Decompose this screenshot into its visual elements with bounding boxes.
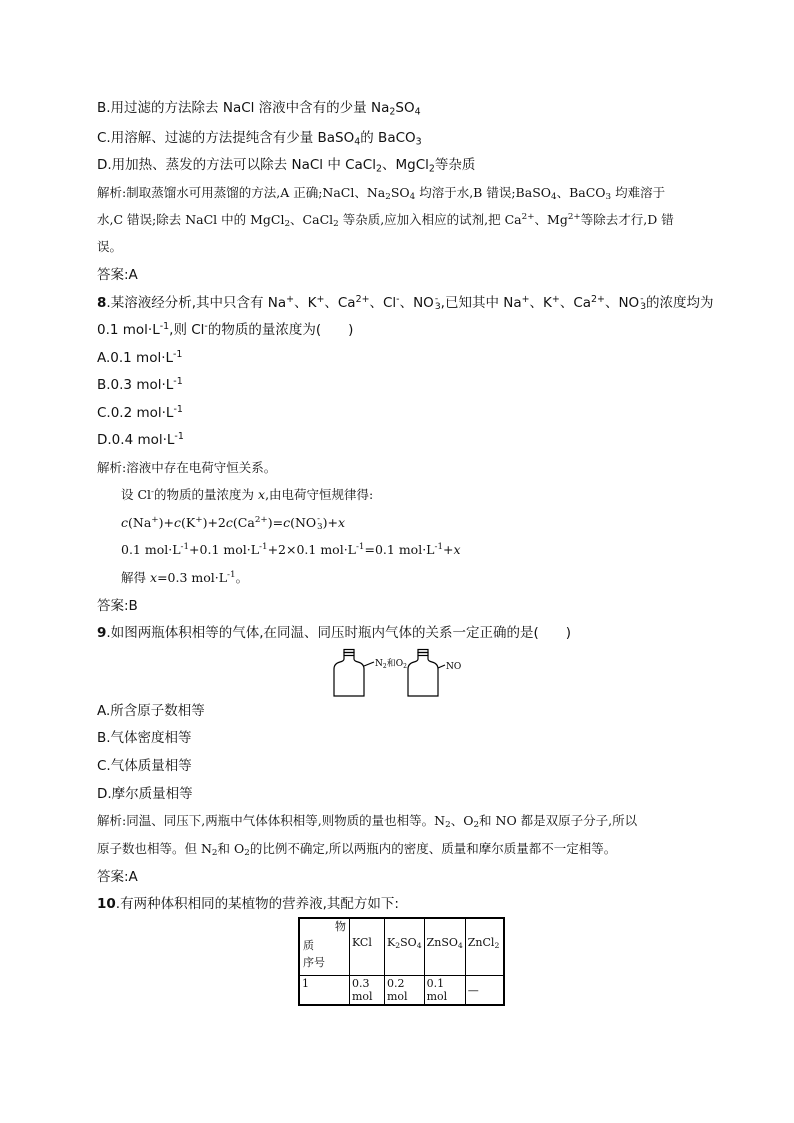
q10-stem: 10.有两种体积相同的某植物的营养液,其配方如下: [97, 896, 399, 912]
q9-option-c: C.气体质量相等 [97, 758, 192, 774]
q7-option-b: B.用过滤的方法除去 NaCl 溶液中含有的少量 $Na_2SO_4$ [97, 100, 421, 118]
q8-answer: 答案:B [97, 598, 138, 614]
q8-explanation-line1: 解析:溶液中存在电荷守恒关系。 [97, 460, 277, 475]
table-cell: — [465, 976, 504, 1006]
q8-explanation-result: 解得 x=0.3 $mol\cdot L^{-1}$。 [121, 570, 249, 585]
q8-option-d: D.0.4 $mol\cdot L^{-1}$ [97, 430, 184, 448]
nutrient-recipe-table [298, 917, 505, 1006]
q9-stem: 9.如图两瓶体积相等的气体,在同温、同压时瓶内气体的关系一定正确的是( ) [97, 625, 572, 641]
gas-bottles-figure [330, 648, 470, 698]
table-cell: 0.2 mol [385, 976, 425, 1006]
q8-option-b: B.0.3 $mol\cdot L^{-1}$ [97, 375, 183, 393]
q7-answer: 答案:A [97, 267, 138, 283]
column-header: $K_2SO_4$ [385, 918, 425, 976]
column-header: KCl [350, 918, 385, 976]
table-header-row [299, 918, 504, 976]
q8-explanation-label: 解析 [97, 460, 123, 475]
table-cell: 0.3 mol [350, 976, 385, 1006]
q7-option-c: C.用溶解、过滤的方法提纯含有少量 BaSO$_4$的 BaCO$_3$ [97, 130, 422, 148]
row-label: 1 [299, 976, 350, 1006]
bottle-left [334, 650, 374, 697]
q7-option-d: D.用加热、蒸发的方法可以除去 NaCl 中 CaCl$_2$、MgCl$_2$等杂质 [97, 157, 476, 175]
q7-explanation-line1: 解析:制取蒸馏水可用蒸馏的方法,A 正确;NaCl、$Na_2SO_4$ 均溶于水,B 错误;BaSO$_4$、BaCO$_3$ 均难溶于 [97, 185, 666, 203]
q9-option-d: D.摩尔质量相等 [97, 786, 193, 802]
bottle-left-label: $N_2$和$O_2$ [375, 659, 407, 670]
table-cell: 0.1 mol [424, 976, 465, 1006]
q8-explanation-calc: 0.1 $mol\cdot L^{-1}+0.1$ $mol\cdot L^{-1}+2\times 0.1$ $mol\cdot L^{-1}=0.1$ $mol\cdot L^{-1}+x$ [121, 542, 461, 557]
q7-explanation-line2: 水,C 错误;除去 NaCl 中的 MgCl$_2$、CaCl$_2$ 等杂质,应加入相应的试剂,把 $Ca^{2+}$、$Mg^{2+}$等除去才行,D 错 [97, 212, 674, 230]
q8-stem-line2: 0.1 $mol\cdot L^{-1}$,则 Cl-的物质的量浓度为( ) [97, 320, 354, 338]
q8-stem-line1: 8.某溶液经分析,其中只含有 Na+、K+、$Ca^{2+}$、Cl-、NO - 3 ,已知其中 Na+、K+、$Ca^{2+}$、NO - 3 的浓度均为 [97, 292, 714, 312]
table-corner-header: 物 质 序号 [299, 918, 350, 976]
column-header: ZnSO$_4$ [424, 918, 465, 976]
q8-explanation-line2: 设 Cl-的物质的量浓度为 x,由电荷守恒规律得: [121, 487, 374, 502]
q7-explanation-label: 解析 [97, 185, 123, 200]
table-row [299, 976, 504, 1006]
q7-explanation-line3: 误。 [97, 239, 123, 254]
q9-explanation-label: 解析 [97, 813, 123, 828]
q9-explanation-line2: 原子数也相等。但 $N_2$和 $O_2$的比例不确定,所以两瓶内的密度、质量和摩尔质量都不一定相等。 [97, 841, 617, 859]
q9-explanation-line1: 解析:同温、同压下,两瓶中气体体积相等,则物质的量也相等。$N_2$、$O_2$和 NO 都是双原子分子,所以 [97, 813, 638, 831]
column-header: ZnCl$_2$ [465, 918, 504, 976]
q9-option-b: B.气体密度相等 [97, 730, 192, 746]
bottle-right-label: NO [446, 662, 462, 672]
q9-answer: 答案:A [97, 869, 138, 885]
q8-option-a: A.0.1 $mol\cdot L^{-1}$ [97, 348, 183, 366]
q9-option-a: A.所含原子数相等 [97, 703, 205, 719]
q8-explanation-equation: $c(Na^+)+c(K^+)+2c(Ca^{2+})=c(NO$ - 3 )+x [121, 514, 345, 532]
bottle-right [408, 650, 445, 697]
q8-option-c: C.0.2 $mol\cdot L^{-1}$ [97, 403, 183, 421]
